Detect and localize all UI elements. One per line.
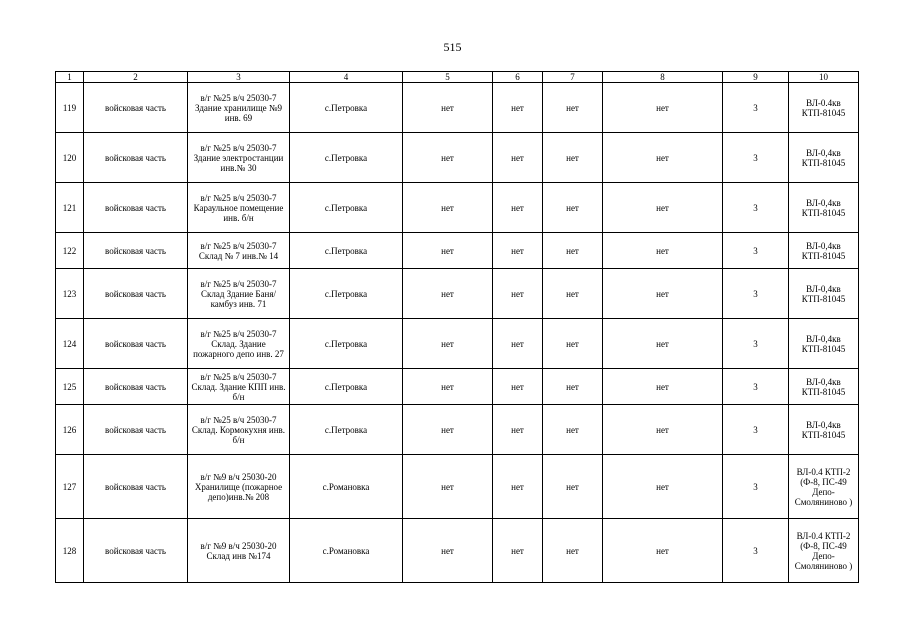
col8-cell: нет xyxy=(603,269,723,319)
col7-cell: нет xyxy=(543,133,603,183)
col7-cell: нет xyxy=(543,183,603,233)
settlement-cell: с.Петровка xyxy=(290,319,403,369)
col5-cell: нет xyxy=(403,405,493,455)
object-cell: в/г №9 в/ч 25030-20 Хранилище (пожарное депо)инв.№ 208 xyxy=(188,455,290,519)
col7-cell: нет xyxy=(543,405,603,455)
row-number: 127 xyxy=(56,455,84,519)
column-header: 1 xyxy=(56,72,84,83)
table-row xyxy=(56,183,859,233)
settlement-cell: с.Романовка xyxy=(290,455,403,519)
table-row xyxy=(56,319,859,369)
col6-cell: нет xyxy=(493,233,543,269)
col7-cell: нет xyxy=(543,319,603,369)
col9-cell: 3 xyxy=(723,405,789,455)
col9-cell: 3 xyxy=(723,319,789,369)
settlement-cell: с.Петровка xyxy=(290,233,403,269)
line-cell: ВЛ-0,4кв КТП-81045 xyxy=(789,133,859,183)
col5-cell: нет xyxy=(403,269,493,319)
col9-cell: 3 xyxy=(723,269,789,319)
col8-cell: нет xyxy=(603,519,723,583)
settlement-cell: с.Петровка xyxy=(290,405,403,455)
col8-cell: нет xyxy=(603,133,723,183)
object-cell: в/г №25 в/ч 25030-7 Здание хранилище №9 инв. 69 xyxy=(188,83,290,133)
col6-cell: нет xyxy=(493,83,543,133)
settlement-cell: с.Петровка xyxy=(290,133,403,183)
owner-cell: войсковая часть xyxy=(84,133,188,183)
line-cell: ВЛ-0.4 КТП-2 (Ф-8, ПС-49 Депо-Смоляниново ) xyxy=(789,455,859,519)
col6-cell: нет xyxy=(493,269,543,319)
table-row xyxy=(56,269,859,319)
col9-cell: 3 xyxy=(723,183,789,233)
line-cell: ВЛ-0,4кв КТП-81045 xyxy=(789,269,859,319)
col6-cell: нет xyxy=(493,319,543,369)
settlement-cell: с.Романовка xyxy=(290,519,403,583)
col5-cell: нет xyxy=(403,319,493,369)
object-cell: в/г №25 в/ч 25030-7 Склад. Кормокухня инв. б/н xyxy=(188,405,290,455)
owner-cell: войсковая часть xyxy=(84,369,188,405)
col5-cell: нет xyxy=(403,519,493,583)
col9-cell: 3 xyxy=(723,455,789,519)
row-number: 119 xyxy=(56,83,84,133)
column-header: 8 xyxy=(603,72,723,83)
col8-cell: нет xyxy=(603,183,723,233)
owner-cell: войсковая часть xyxy=(84,519,188,583)
table-row xyxy=(56,455,859,519)
col5-cell: нет xyxy=(403,133,493,183)
col7-cell: нет xyxy=(543,455,603,519)
col5-cell: нет xyxy=(403,233,493,269)
col6-cell: нет xyxy=(493,519,543,583)
col8-cell: нет xyxy=(603,83,723,133)
column-header: 6 xyxy=(493,72,543,83)
owner-cell: войсковая часть xyxy=(84,183,188,233)
col7-cell: нет xyxy=(543,233,603,269)
object-cell: в/г №25 в/ч 25030-7 Склад. Здание пожарного депо инв. 27 xyxy=(188,319,290,369)
table-row xyxy=(56,133,859,183)
col5-cell: нет xyxy=(403,455,493,519)
column-header: 10 xyxy=(789,72,859,83)
col8-cell: нет xyxy=(603,319,723,369)
settlement-cell: с.Петровка xyxy=(290,183,403,233)
row-number: 125 xyxy=(56,369,84,405)
col9-cell: 3 xyxy=(723,519,789,583)
settlement-cell: с.Петровка xyxy=(290,269,403,319)
row-number: 120 xyxy=(56,133,84,183)
row-number: 123 xyxy=(56,269,84,319)
col5-cell: нет xyxy=(403,83,493,133)
col9-cell: 3 xyxy=(723,133,789,183)
col6-cell: нет xyxy=(493,133,543,183)
line-cell: ВЛ-0.4 КТП-2 (Ф-8, ПС-49 Депо-Смоляниново ) xyxy=(789,519,859,583)
owner-cell: войсковая часть xyxy=(84,455,188,519)
table-row xyxy=(56,369,859,405)
object-cell: в/г №25 в/ч 25030-7 Здание электростанции инв.№ 30 xyxy=(188,133,290,183)
col6-cell: нет xyxy=(493,455,543,519)
col9-cell: 3 xyxy=(723,369,789,405)
table-row xyxy=(56,405,859,455)
table-row xyxy=(56,519,859,583)
object-cell: в/г №25 в/ч 25030-7 Караульное помещение инв. б/н xyxy=(188,183,290,233)
row-number: 121 xyxy=(56,183,84,233)
col8-cell: нет xyxy=(603,455,723,519)
col5-cell: нет xyxy=(403,183,493,233)
row-number: 126 xyxy=(56,405,84,455)
column-header: 2 xyxy=(84,72,188,83)
col6-cell: нет xyxy=(493,183,543,233)
col8-cell: нет xyxy=(603,405,723,455)
row-number: 124 xyxy=(56,319,84,369)
col7-cell: нет xyxy=(543,269,603,319)
owner-cell: войсковая часть xyxy=(84,83,188,133)
data-table xyxy=(55,71,859,583)
column-header: 7 xyxy=(543,72,603,83)
owner-cell: войсковая часть xyxy=(84,319,188,369)
line-cell: ВЛ-0.4кв КТП-81045 xyxy=(789,83,859,133)
line-cell: ВЛ-0,4кв КТП-81045 xyxy=(789,233,859,269)
object-cell: в/г №25 в/ч 25030-7 Склад. Здание КПП инв. б/н xyxy=(188,369,290,405)
settlement-cell: с.Петровка xyxy=(290,83,403,133)
col7-cell: нет xyxy=(543,369,603,405)
owner-cell: войсковая часть xyxy=(84,269,188,319)
col5-cell: нет xyxy=(403,369,493,405)
col8-cell: нет xyxy=(603,369,723,405)
row-number: 122 xyxy=(56,233,84,269)
col6-cell: нет xyxy=(493,405,543,455)
column-header: 3 xyxy=(188,72,290,83)
object-cell: в/г №25 в/ч 25030-7 Склад № 7 инв.№ 14 xyxy=(188,233,290,269)
page-number: 515 xyxy=(443,40,462,54)
column-header: 4 xyxy=(290,72,403,83)
header-row xyxy=(56,72,859,83)
col9-cell: 3 xyxy=(723,83,789,133)
col7-cell: нет xyxy=(543,83,603,133)
row-number: 128 xyxy=(56,519,84,583)
settlement-cell: с.Петровка xyxy=(290,369,403,405)
owner-cell: войсковая часть xyxy=(84,405,188,455)
col9-cell: 3 xyxy=(723,233,789,269)
line-cell: ВЛ-0,4кв КТП-81045 xyxy=(789,183,859,233)
object-cell: в/г №9 в/ч 25030-20 Склад инв №174 xyxy=(188,519,290,583)
table-row xyxy=(56,233,859,269)
line-cell: ВЛ-0,4кв КТП-81045 xyxy=(789,369,859,405)
object-cell: в/г №25 в/ч 25030-7 Склад Здание Баня/камбуз инв. 71 xyxy=(188,269,290,319)
line-cell: ВЛ-0,4кв КТП-81045 xyxy=(789,405,859,455)
table-row xyxy=(56,83,859,133)
col6-cell: нет xyxy=(493,369,543,405)
column-header: 5 xyxy=(403,72,493,83)
col8-cell: нет xyxy=(603,233,723,269)
owner-cell: войсковая часть xyxy=(84,233,188,269)
col7-cell: нет xyxy=(543,519,603,583)
line-cell: ВЛ-0,4кв КТП-81045 xyxy=(789,319,859,369)
column-header: 9 xyxy=(723,72,789,83)
